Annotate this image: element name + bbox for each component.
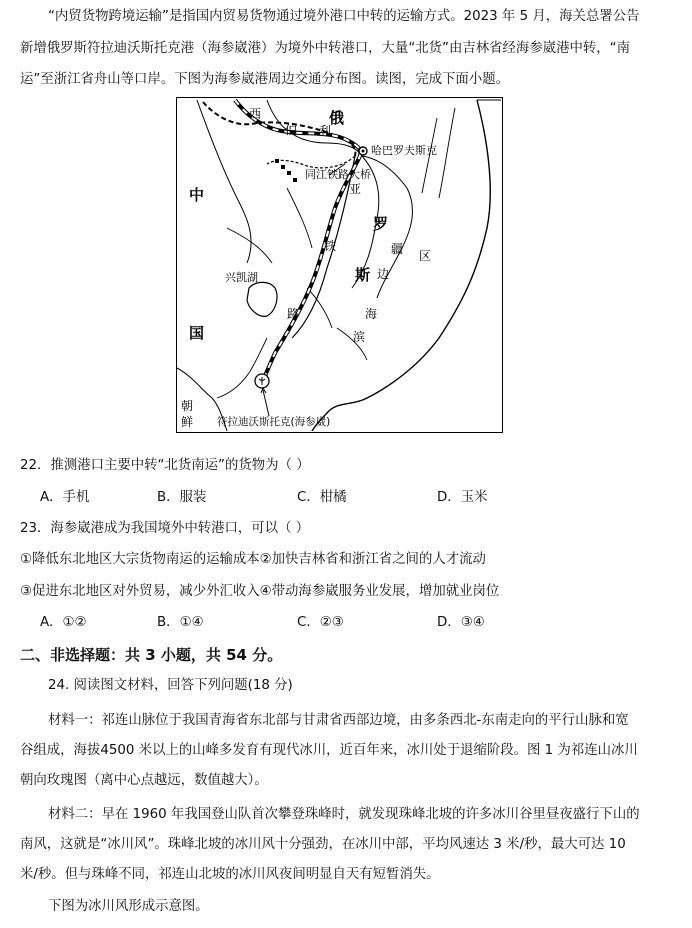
label-tie: 铁 xyxy=(324,239,337,253)
q23-statement-2: ③促进东北地区对外贸易，减少外汇收入④带动海参崴服务业发展，增加就业岗位 xyxy=(20,584,500,599)
label-bin: 滨 xyxy=(353,330,366,344)
q23-option-c[interactable]: C．②③ xyxy=(297,615,344,630)
label-bridge: 同江铁路大桥 xyxy=(305,168,371,181)
label-xi: 西 xyxy=(249,107,262,121)
q24-material2-line2: 南风，这就是“冰川风”。珠峰北坡的冰川风十分强劲，在冰川中部，平均风速达 3 米/秒，最大可达 10 xyxy=(20,837,626,852)
intro-line-1: “内贸货物跨境运输”是指国内贸易货物通过境外港口中转的运输方式。2023 年 5 月，海关总署公告 xyxy=(48,9,640,24)
q22-option-b[interactable]: B．服装 xyxy=(157,490,207,505)
q22-option-a[interactable]: A．手机 xyxy=(40,490,90,505)
label-jiang: 疆 xyxy=(391,242,404,256)
label-vladivostok: 符拉迪沃斯托克(海参崴) xyxy=(217,416,331,428)
label-si: 斯 xyxy=(355,266,371,284)
label-zhong: 中 xyxy=(189,186,205,204)
label-xingkai: 兴凯湖 xyxy=(225,271,258,284)
q24-material1-line1: 材料一：祁连山脉位于我国青海省东北部与甘肃省西部边境，由多条西北-东南走向的平行山脉和宽 xyxy=(48,713,629,728)
bridge-dots xyxy=(275,159,297,182)
q24-material2-line1: 材料二：早在 1960 年我国登山队首次攀登珠峰时，就发现珠峰北坡的许多冰川谷里昼夜盛行下山的 xyxy=(48,807,640,822)
label-khabarovsk: 哈巴罗夫斯克 xyxy=(371,144,437,157)
q22-stem: 22．推测港口主要中转“北货南运”的货物为（ ） xyxy=(20,458,310,473)
label-chao: 朝 xyxy=(181,399,194,413)
q23-option-d[interactable]: D．③④ xyxy=(437,615,485,630)
label-bian: 边 xyxy=(377,267,390,281)
q22-option-c[interactable]: C．柑橘 xyxy=(297,490,347,505)
q23-statement-1: ①降低东北地区大宗货物南运的运输成本②加快吉林省和浙江省之间的人才流动 xyxy=(20,552,486,567)
label-li: 利 xyxy=(319,124,332,138)
label-luo: 罗 xyxy=(373,215,389,233)
vladivostok-marker xyxy=(255,374,269,388)
label-lu: 路 xyxy=(287,307,300,321)
q24-stem: 24. 阅读图文材料，回答下列问题(18 分) xyxy=(48,678,293,693)
label-hai: 海 xyxy=(365,307,378,321)
label-guo: 国 xyxy=(189,324,205,342)
section-2-heading: 二、非选择题：共 3 小题，共 54 分。 xyxy=(20,646,283,664)
q24-material2-line3: 米/秒。但与珠峰不同，祁连山北坡的冰川风夜间明显自天有短暂消失。 xyxy=(20,867,440,882)
label-e: 俄 xyxy=(329,109,345,127)
railway-line xyxy=(235,100,361,381)
label-qu: 区 xyxy=(419,249,432,263)
q22-option-d[interactable]: D．玉米 xyxy=(437,490,488,505)
label-ya: 亚 xyxy=(349,182,362,196)
label-bo: 伯 xyxy=(285,123,298,137)
port-map xyxy=(176,97,503,433)
map-drawing xyxy=(177,98,501,431)
q24-last-line: 下图为冰川风形成示意图。 xyxy=(48,899,209,914)
q23-option-a[interactable]: A．①② xyxy=(40,615,87,630)
intro-line-3: 运”至浙江省舟山等口岸。下图为海参崴港周边交通分布图。读图，完成下面小题。 xyxy=(20,72,509,87)
q23-option-b[interactable]: B．①④ xyxy=(157,615,204,630)
q23-stem: 23．海参崴港成为我国境外中转港口，可以（ ） xyxy=(20,521,310,536)
label-xian: 鲜 xyxy=(181,415,194,429)
intro-line-2: 新增俄罗斯符拉迪沃斯托克港（海参崴港）为境外中转港口，大量“北货”由吉林省经海参崴港中转，“南 xyxy=(20,41,630,56)
q24-material1-line2: 谷组成，海拔4500 米以上的山峰多发育有现代冰川，近百年来，冰川处于退缩阶段。图 1 为祁连山冰川 xyxy=(20,743,638,758)
q24-material1-line3: 朝向玫瑰图（离中心点越远，数值越大）。 xyxy=(20,773,268,788)
